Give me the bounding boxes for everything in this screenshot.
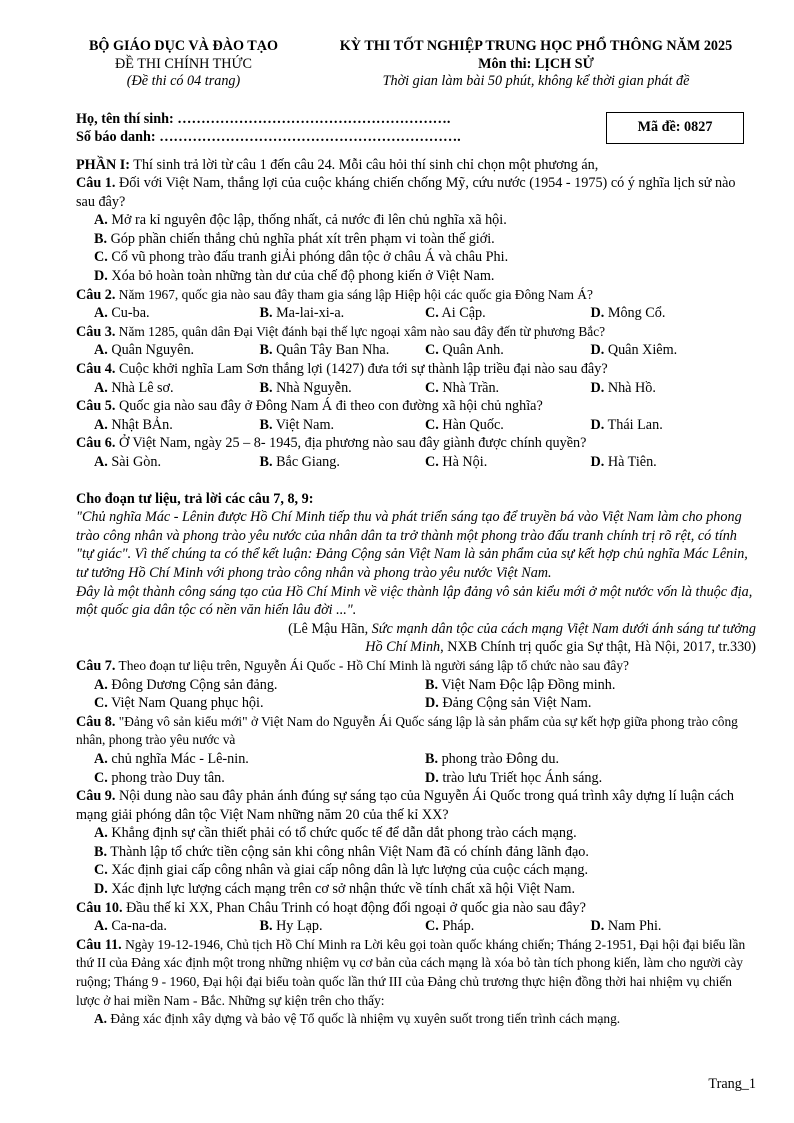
option-9d	[76, 880, 756, 899]
option-8d	[425, 769, 756, 788]
option-text: Bắc Giang.	[272, 454, 340, 470]
option-letter: D.	[590, 454, 605, 470]
option-10d	[591, 917, 757, 936]
option-text: Hy Lạp.	[272, 918, 323, 935]
option-10b	[260, 917, 426, 936]
options-row-3	[76, 341, 756, 360]
source-title: Sức mạnh dân tộc của cách mạng Việt Nam dưới ánh sáng tư tưởng	[371, 620, 756, 637]
option-text: Đảng xác định xây dựng và bảo vệ Tổ quốc là nhiệm vụ xuyên suốt trong tiến trình cách mạng.	[107, 1011, 621, 1027]
candidate-info	[76, 110, 756, 150]
option-text: Nhà Trần.	[438, 379, 500, 396]
option-text: Nam Phi.	[604, 918, 662, 935]
option-letter: A.	[94, 1011, 108, 1027]
option-5b	[260, 416, 426, 435]
option-letter: B.	[259, 305, 273, 322]
option-text: chủ nghĩa Mác - Lê-nin.	[107, 750, 249, 767]
option-2c	[425, 304, 591, 323]
option-6d	[591, 453, 757, 472]
source-publisher: , NXB Chính trị quốc gia Sự thật, Hà Nội, 2017, tr.330)	[440, 639, 756, 656]
source-author: (Lê Mậu Hãn,	[288, 620, 372, 637]
option-letter: A.	[94, 918, 108, 935]
option-letter: A.	[94, 825, 108, 842]
option-text: Quân Tây Ban Nha.	[272, 342, 390, 359]
header-right	[316, 38, 756, 91]
question-text: Ngày 19-12-1946, Chủ tịch Hồ Chí Minh ra Lời kêu gọi toàn quốc kháng chiến; Tháng 2-1951, Đại hội đại biểu lần thứ II của Đảng xác định một trong những nhiệm vụ cơ bản của cách mạng là xóa bỏ tàn tích phong kiến, làm cho người cày ruộng; Tháng 9 - 1960, Đại hội đại biểu toàn quốc lần thứ III của Đảng chủ trương thực hiện đồng thời hai nhiệm vụ chiến lược ở hai miền Nam - Bắc. Những sự kiện trên cho thấy:	[76, 936, 746, 1008]
option-5d	[591, 416, 757, 435]
option-text: Thái Lan.	[604, 416, 663, 433]
option-letter: B.	[94, 230, 108, 247]
option-8b	[425, 750, 756, 769]
question-text: Theo đoạn tư liệu trên, Nguyễn Ái Quốc - Hồ Chí Minh là người sáng lập tổ chức nào sau đây?	[115, 657, 629, 673]
ministry-name: BỘ GIÁO DỤC VÀ ĐÀO TẠO	[88, 38, 279, 54]
passage-paragraph-1: "Chủ nghĩa Mác - Lênin được Hồ Chí Minh tiếp thu và phát triển sáng tạo để truyền bá vào Việt Nam làm cho phong trào công nhân và phong trào yêu nước của nhân dân ta trở thành một phong trào đấu tranh chính trị rõ rệt, có tính "tự giác". Vì thế chúng ta có thể kết luận: Đảng Cộng sản Việt Nam là sản phẩm của sự kết hợp chủ nghĩa Mác Lênin, tư tưởng Hồ Chí Minh với phong trào công nhân và phong trào yêu nước Việt Nam.	[76, 509, 748, 581]
question-text: Quốc gia nào sau đây ở Đông Nam Á đi theo con đường xã hội chủ nghĩa?	[115, 398, 543, 415]
option-letter: D.	[590, 342, 605, 359]
option-text: Cổ vũ phong trào đấu tranh giẢi phóng dân tộc ở châu Á và châu Phi.	[107, 249, 509, 266]
option-letter: D.	[590, 305, 605, 322]
option-letter: B.	[259, 918, 273, 935]
question-3	[76, 323, 756, 342]
options-row-4	[76, 379, 756, 398]
option-4d	[591, 379, 757, 398]
option-text: Nhà Nguyễn.	[272, 379, 352, 396]
option-text: Hà Nội.	[438, 454, 488, 470]
option-text: Mở ra kỉ nguyên độc lập, thống nhất, cả nước đi lên chủ nghĩa xã hội.	[107, 212, 507, 229]
question-label: Câu 5.	[76, 398, 116, 415]
question-11	[76, 936, 756, 1010]
question-label: Câu 1.	[76, 175, 116, 192]
option-letter: D.	[425, 695, 439, 712]
option-letter: B.	[259, 416, 273, 433]
option-letter: A.	[94, 305, 108, 322]
option-3a	[94, 341, 260, 360]
option-letter: A.	[94, 342, 108, 359]
official-label: ĐỀ THI CHÍNH THỨC	[115, 55, 252, 72]
question-label: Câu 9.	[76, 788, 116, 805]
candidate-name-line: Họ, tên thí sinh: ………………………………………………….	[76, 110, 451, 127]
option-4b	[260, 379, 426, 398]
question-label: Câu 7.	[76, 657, 116, 674]
question-label: Câu 8.	[76, 713, 116, 730]
question-label: Câu 10.	[76, 899, 123, 916]
option-text: Ai Cập.	[438, 305, 486, 322]
option-2a	[94, 304, 260, 323]
candidate-id-line: Số báo danh: ……………………………………………………….	[76, 129, 461, 146]
question-1	[76, 174, 756, 211]
header-left	[76, 38, 291, 91]
option-text: Ma-lai-xi-a.	[272, 305, 345, 322]
question-label: Câu 11.	[76, 936, 122, 953]
options-row-7b	[76, 694, 756, 713]
option-letter: D.	[590, 379, 605, 396]
option-text: Khẳng định sự cần thiết phải có tổ chức quốc tế để dẫn dắt phong trào cách mạng.	[107, 825, 577, 842]
options-row-6	[76, 453, 756, 472]
option-text: Pháp.	[438, 918, 475, 935]
part-1-instruction	[76, 156, 756, 175]
option-6a	[94, 453, 260, 472]
option-text: phong trào Đông du.	[438, 750, 559, 767]
subject-line: Môn thi: LỊCH SỬ	[478, 55, 594, 72]
question-8	[76, 713, 756, 750]
option-letter: C.	[425, 379, 439, 396]
option-letter: D.	[94, 268, 108, 285]
options-row-8a	[76, 750, 756, 769]
question-text: Ở Việt Nam, ngày 25 – 8- 1945, địa phương nào sau đây giành được chính quyền?	[115, 435, 587, 452]
question-4	[76, 360, 756, 379]
question-text: "Đảng vô sản kiểu mới" ở Việt Nam do Nguyễn Ái Quốc sáng lập là sản phẩm của sự kết hợp giữa phong trào công nhân, phong trào yêu nước và	[76, 713, 738, 748]
question-text: Năm 1285, quân dân Đại Việt đánh bại thế lực ngoại xâm nào sau đây đến từ phương Bắc?	[115, 323, 606, 339]
option-3d	[591, 341, 757, 360]
option-9c	[76, 861, 756, 880]
option-text: Quân Xiêm.	[604, 342, 678, 359]
question-text: Nội dung nào sau đây phản ánh đúng sự sáng tạo của Nguyễn Ái Quốc trong quá trình xây dựng lí luận cách mạng giải phóng dân tộc Việt Nam những năm 20 của thế kỉ XX?	[76, 788, 735, 823]
option-1c	[76, 248, 756, 267]
question-text: Đầu thế kỉ XX, Phan Châu Trinh có hoạt động đối ngoại ở quốc gia nào sau đây?	[122, 899, 586, 916]
option-letter: A.	[94, 212, 108, 229]
option-8a	[94, 750, 425, 769]
option-7b	[425, 676, 756, 695]
part-1-text: Thí sinh trả lời từ câu 1 đến câu 24. Mỗi câu hỏi thí sinh chỉ chọn một phương án,	[130, 156, 599, 173]
option-text: Xóa bỏ hoàn toàn những tàn dư của chế độ phong kiến ở Việt Nam.	[107, 268, 495, 285]
question-6	[76, 434, 756, 453]
option-letter: C.	[425, 918, 439, 935]
question-text: Đối với Việt Nam, thắng lợi của cuộc kháng chiến chống Mỹ, cứu nước (1954 - 1975) có ý nghĩa lịch sử nào sau đây?	[76, 175, 736, 210]
question-5	[76, 397, 756, 416]
option-text: Nhật BẢn.	[107, 416, 173, 433]
option-2b	[260, 304, 426, 323]
option-text: Ca-na-da.	[107, 918, 167, 935]
time-note: Thời gian làm bài 50 phút, không kể thời gian phát đề	[382, 73, 690, 89]
option-text: Việt Nam Quang phục hội.	[107, 695, 264, 712]
option-text: Hàn Quốc.	[438, 416, 504, 433]
option-9b	[76, 843, 756, 862]
option-letter: A.	[94, 454, 108, 470]
option-text: trào lưu Triết học Ánh sáng.	[438, 769, 603, 786]
option-letter: D.	[425, 769, 439, 786]
option-6b	[260, 453, 426, 472]
passage-paragraph-2: Đây là một thành công sáng tạo của Hồ Chí Minh về việc thành lập đảng vô sản kiểu mới ở một nước vốn là thuộc địa, một quốc gia dân tộc có nền văn hiến lâu đời ...".	[76, 583, 753, 619]
option-text: Mông Cổ.	[604, 305, 666, 322]
option-1a	[76, 211, 756, 230]
question-10	[76, 899, 756, 918]
option-letter: A.	[94, 379, 108, 396]
option-text: Cu-ba.	[107, 305, 150, 322]
option-9a	[76, 824, 756, 843]
option-letter: A.	[94, 676, 108, 693]
question-label: Câu 2.	[76, 286, 116, 303]
option-letter: B.	[259, 342, 273, 359]
option-2d	[591, 304, 757, 323]
question-label: Câu 4.	[76, 361, 116, 378]
options-row-10	[76, 917, 756, 936]
question-text: Năm 1967, quốc gia nào sau đây tham gia sáng lập Hiệp hội các quốc gia Đông Nam Á?	[115, 286, 593, 302]
option-5a	[94, 416, 260, 435]
option-letter: C.	[94, 769, 108, 786]
option-letter: B.	[259, 454, 273, 470]
option-letter: C.	[94, 249, 108, 266]
option-letter: A.	[94, 750, 108, 767]
option-letter: D.	[94, 881, 108, 898]
option-text: Việt Nam Độc lập Đồng minh.	[438, 676, 616, 693]
options-row-8b	[76, 769, 756, 788]
question-7	[76, 657, 756, 676]
question-2	[76, 286, 756, 305]
options-row-2	[76, 304, 756, 323]
option-10a	[94, 917, 260, 936]
option-letter: C.	[425, 305, 439, 322]
passage-intro: Cho đoạn tư liệu, trả lời các câu 7, 8, 9:	[76, 490, 314, 507]
option-letter: C.	[94, 695, 108, 712]
page-count-note: (Đề thi có 04 trang)	[126, 73, 241, 89]
option-text: Việt Nam.	[272, 416, 335, 433]
option-8c	[94, 769, 425, 788]
option-4a	[94, 379, 260, 398]
option-text: Sài Gòn.	[107, 454, 161, 470]
page-number: Trang_1	[708, 1076, 756, 1092]
option-letter: B.	[425, 750, 439, 767]
option-letter: C.	[94, 862, 108, 879]
option-7d	[425, 694, 756, 713]
question-label: Câu 6.	[76, 435, 116, 452]
question-label: Câu 3.	[76, 323, 116, 340]
exam-header	[76, 38, 756, 91]
source-title-end: Hồ Chí Minh	[365, 639, 441, 656]
option-5c	[425, 416, 591, 435]
option-letter: C.	[425, 416, 439, 433]
question-9	[76, 787, 756, 824]
option-text: Hà Tiên.	[604, 454, 657, 470]
option-letter: A.	[94, 416, 108, 433]
option-letter: C.	[425, 342, 439, 359]
option-text: Đông Dương Cộng sản đảng.	[107, 676, 278, 693]
option-letter: B.	[94, 843, 108, 860]
option-letter: B.	[259, 379, 273, 396]
option-7c	[94, 694, 425, 713]
option-letter: D.	[590, 416, 605, 433]
exam-page	[76, 38, 756, 1029]
passage-source	[76, 620, 756, 657]
option-letter: B.	[425, 676, 439, 693]
option-7a	[94, 676, 425, 695]
option-text: Đảng Cộng sản Việt Nam.	[438, 695, 592, 712]
option-text: Xác định lực lượng cách mạng trên cơ sở nhận thức về tính chất xã hội Việt Nam.	[107, 881, 575, 898]
option-6c	[425, 453, 591, 472]
option-10c	[425, 917, 591, 936]
option-4c	[425, 379, 591, 398]
option-letter: D.	[590, 918, 605, 935]
option-text: Nhà Hồ.	[604, 379, 656, 396]
option-3b	[260, 341, 426, 360]
exam-title: KỲ THI TỐT NGHIỆP TRUNG HỌC PHỔ THÔNG NĂM 2025	[339, 38, 733, 54]
option-text: Thành lập tổ chức tiền cộng sản khi công nhân Việt Nam đã có chính đảng lãnh đạo.	[107, 843, 589, 860]
option-letter: C.	[425, 454, 439, 470]
option-text: phong trào Duy tân.	[107, 769, 225, 786]
option-text: Nhà Lê sơ.	[107, 379, 174, 396]
part-1-label: PHẦN I:	[76, 156, 130, 173]
option-text: Xác định giai cấp công nhân và giai cấp nông dân là lực lượng của cuộc cách mạng.	[107, 862, 589, 879]
question-text: Cuộc khởi nghĩa Lam Sơn thắng lợi (1427) đưa tới sự thành lập triều đại nào sau đây?	[115, 361, 608, 378]
option-1b	[76, 230, 756, 249]
options-row-5	[76, 416, 756, 435]
option-3c	[425, 341, 591, 360]
option-1d	[76, 267, 756, 286]
option-11a	[76, 1010, 756, 1029]
option-text: Góp phần chiến thắng chủ nghĩa phát xít trên phạm vi toàn thế giới.	[107, 230, 495, 247]
options-row-7a	[76, 676, 756, 695]
exam-code-box: Mã đề: 0827	[606, 112, 744, 144]
option-text: Quân Nguyên.	[107, 342, 195, 359]
option-text: Quân Anh.	[438, 342, 504, 359]
